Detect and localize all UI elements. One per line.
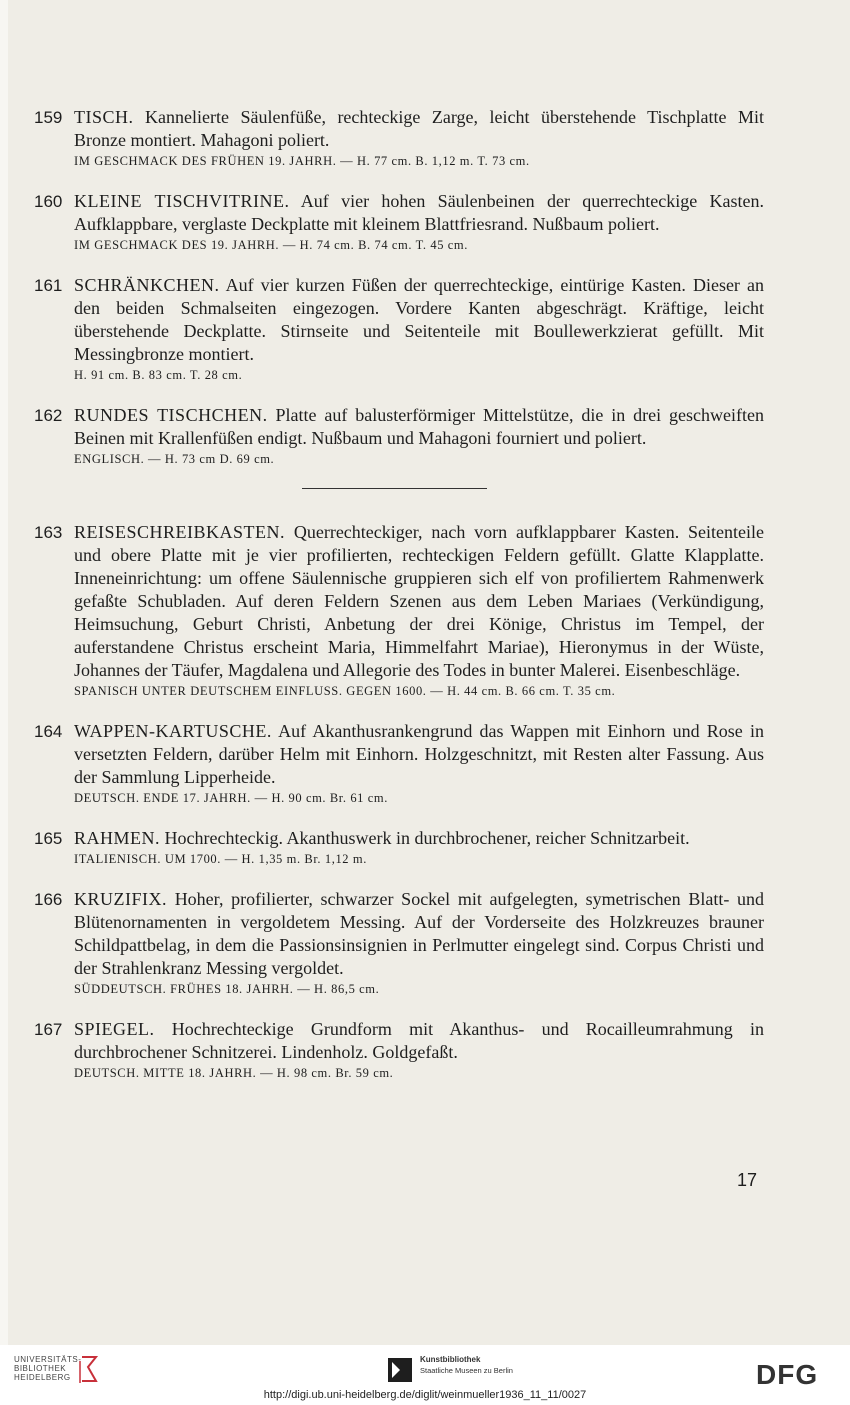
kb-title: Kunstbibliothek: [420, 1355, 481, 1364]
section-divider: [302, 488, 487, 489]
entry-body: [74, 404, 764, 468]
entry-heading: SCHRÄNKCHEN.: [74, 275, 220, 295]
entry-number: 159: [34, 108, 63, 127]
entry-provenance: ITALIENISCH. UM 1700. — H. 1,35 m. Br. 1,12 m.: [74, 852, 367, 866]
entry-description: [74, 827, 764, 850]
catalog-entry: [34, 1018, 764, 1082]
entry-number: 165: [34, 829, 63, 848]
entry-text: Platte auf balusterförmiger Mittelstütze, die in drei geschweiften Beinen mit Krallenfüßen endigt. Nußbaum und Mahagoni fourniert und poliert.: [74, 405, 764, 448]
catalog-entry: [34, 190, 764, 254]
uni-logo-line: HEIDELBERG: [14, 1373, 71, 1382]
entry-provenance: SPANISCH UNTER DEUTSCHEM EINFLUSS. GEGEN 1600. — H. 44 cm. B. 66 cm. T. 35 cm.: [74, 684, 616, 698]
entry-body: [74, 720, 764, 807]
entry-description: [74, 106, 764, 152]
page-number: 17: [737, 1170, 758, 1190]
entry-heading: KLEINE TISCHVITRINE.: [74, 191, 290, 211]
entry-text: Auf vier hohen Säulenbeinen der querrechteckige Kasten. Aufklappbare, verglaste Deckplatte mit kleinem Blattfriesrand. Nußbaum poliert.: [74, 191, 764, 234]
catalog-entries-top: [34, 106, 764, 468]
catalog-entry: [34, 404, 764, 468]
entry-heading: SPIEGEL.: [74, 1019, 155, 1039]
entry-body: [74, 827, 764, 868]
kb-subtitle: Staatliche Museen zu Berlin: [420, 1366, 513, 1375]
catalog-entry: [34, 720, 764, 807]
entry-number: 166: [34, 890, 63, 909]
catalog-entry: [34, 827, 764, 868]
entry-body: [74, 106, 764, 170]
entry-description: [74, 404, 764, 450]
permalink-url[interactable]: http://digi.ub.uni-heidelberg.de/diglit/weinmueller1936_11_11/0027: [263, 1389, 587, 1401]
entry-description: [74, 888, 764, 980]
footer-bar: [0, 1345, 850, 1405]
entry-description: [74, 720, 764, 789]
entry-body: [74, 521, 764, 700]
entry-heading: REISESCHREIBKASTEN.: [74, 522, 286, 542]
catalog-entry: [34, 274, 764, 384]
entry-provenance: IM GESCHMACK DES FRÜHEN 19. JAHRH. — H. 77 cm. B. 1,12 m. T. 73 cm.: [74, 154, 530, 168]
entry-text: Auf vier kurzen Füßen der querrechteckige, eintürige Kasten. Dieser an den beiden Schmalseiten eingezogen. Vordere Kanten abgeschrägt. Kräftige, leicht überstehende Deckplatte. Stirnseite und Seitenteile mit Boullewerkzierat gefüllt. Mit Messingbronze montiert.: [74, 275, 764, 364]
heidelberg-mark-icon: [78, 1353, 100, 1385]
uni-logo-line: UNIVERSITÄTS-: [14, 1355, 82, 1364]
entry-provenance: DEUTSCH. ENDE 17. JAHRH. — H. 90 cm. Br. 61 cm.: [74, 791, 388, 805]
entry-text: Hochrechteckig. Akanthuswerk in durchbrochener, reicher Schnitzarbeit.: [164, 828, 690, 848]
entry-heading: RUNDES TISCHCHEN.: [74, 405, 268, 425]
entry-text: Kannelierte Säulenfüße, rechteckige Zarge, leicht überstehende Tischplatte Mit Bronze montiert. Mahagoni poliert.: [74, 107, 764, 150]
entry-description: [74, 1018, 764, 1064]
entry-description: [74, 190, 764, 236]
entry-body: [74, 274, 764, 384]
catalog-entry: [34, 888, 764, 998]
entry-provenance: SÜDDEUTSCH. FRÜHES 18. JAHRH. — H. 86,5 cm.: [74, 982, 380, 996]
catalog-entry: [34, 521, 764, 700]
entry-provenance: H. 91 cm. B. 83 cm. T. 28 cm.: [74, 368, 243, 382]
entry-provenance: DEUTSCH. MITTE 18. JAHRH. — H. 98 cm. Br. 59 cm.: [74, 1066, 394, 1080]
entry-number: 163: [34, 523, 63, 542]
entry-body: [74, 1018, 764, 1082]
uni-logo-line: BIBLIOTHEK: [14, 1364, 67, 1373]
entry-heading: TISCH.: [74, 107, 134, 127]
entry-number: 162: [34, 406, 63, 425]
catalog-entry: [34, 106, 764, 170]
entry-number: 164: [34, 722, 63, 741]
entry-description: [74, 274, 764, 366]
entry-number: 160: [34, 192, 63, 211]
entry-heading: WAPPEN-KARTUSCHE.: [74, 721, 272, 741]
catalog-content: [34, 106, 764, 1082]
scan-edge: [0, 0, 8, 1345]
dfg-logo[interactable]: DFG: [756, 1359, 819, 1390]
entry-text: Hochrechteckige Grundform mit Akanthus- und Rocailleumrahmung in durchbrochener Schnitzerei. Lindenholz. Goldgefaßt.: [74, 1019, 765, 1062]
university-library-logo[interactable]: [14, 1355, 81, 1382]
entry-heading: KRUZIFIX.: [74, 889, 167, 909]
entry-body: [74, 190, 764, 254]
entry-number: 161: [34, 276, 63, 295]
entry-provenance: IM GESCHMACK DES 19. JAHRH. — H. 74 cm. B. 74 cm. T. 45 cm.: [74, 238, 468, 252]
entry-text: Querrechteckiger, nach vorn aufklappbarer Kasten. Seitenteile und obere Platte mit je vier profilierten, rechteckigen Feldern gefüllt. Glatte Klapplatte. Inneneinrichtung: um offene Säulennische gruppieren sich elf von profiliertem Rahmenwerk gefaßte Schubladen. Auf deren Feldern Szenen aus dem Leben Mariaes (Verkündigung, Heimsuchung, Geburt Christi, Anbetung der drei Könige, Christus im Tempel, der auferstandene Christus erscheint Maria, Himmelfahrt Mariae), Hieronymus in der Wüste, Johannes der Täufer, Magdalena und Allegorie des Todes in bunter Malerei. Eisenbeschläge.: [74, 522, 764, 680]
kunstbibliothek-mark-icon: [388, 1358, 412, 1382]
entry-text: Auf Akanthusrankengrund das Wappen mit Einhorn und Rose in versetzten Feldern, darüber Helm mit Einhorn. Holzgeschnitzt, mit Resten alter Fassung. Aus der Sammlung Lipperheide.: [74, 721, 764, 787]
entry-description: [74, 521, 764, 682]
entry-provenance: ENGLISCH. — H. 73 cm D. 69 cm.: [74, 452, 275, 466]
entry-text: Hoher, profilierter, schwarzer Sockel mit aufgelegten, symetrischen Blatt- und Blütenornamenten in vergoldetem Messing. Auf der Vorderseite des Holzkreuzes brauner Schildpattbelag, in dem die Passionsinsignien in Perlmutter eingelegt sind. Corpus Christi und der Strahlenkranz Messing vergoldet.: [74, 889, 764, 978]
entry-body: [74, 888, 764, 998]
entry-heading: RAHMEN.: [74, 828, 161, 848]
catalog-entries-bottom: [34, 521, 764, 1082]
entry-number: 167: [34, 1020, 63, 1039]
